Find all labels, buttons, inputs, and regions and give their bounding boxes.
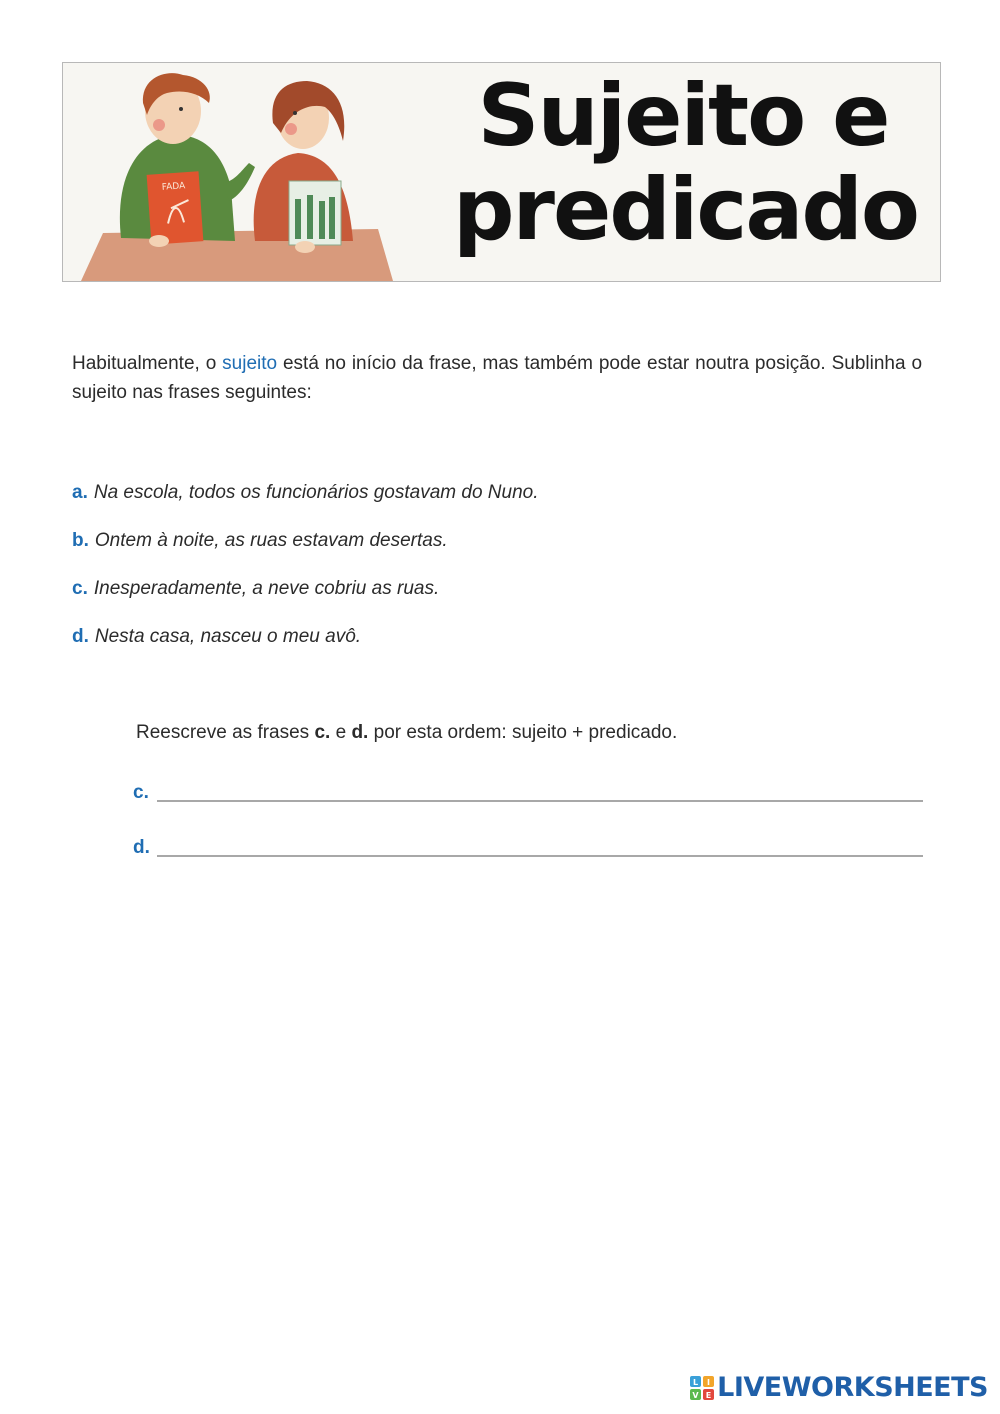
svg-text:V: V [692, 1391, 699, 1400]
sentence-list [72, 482, 922, 674]
sentence-item[interactable] [72, 482, 922, 506]
logo-text: LIVEWORKSHEETS [717, 1372, 988, 1403]
intro-text-end: está no início da frase, mas também pode estar noutra posição. Sublinha o sujeito nas frases seguintes: [72, 353, 923, 403]
rewrite-instruction [136, 722, 677, 744]
answer-line-c[interactable] [157, 800, 923, 802]
book-title: FADA [161, 181, 186, 193]
sentence-text[interactable]: Ontem à noite, as ruas estavam desertas. [94, 530, 448, 551]
sentence-item[interactable] [72, 626, 922, 650]
page-title: Sujeito e predicado [453, 66, 918, 260]
svg-text:E: E [705, 1391, 712, 1400]
intro-text: Habitualmente, o [72, 353, 223, 374]
sentence-text[interactable]: Inesperadamente, a neve cobriu as ruas. [93, 578, 440, 599]
svg-text:I: I [707, 1378, 711, 1387]
svg-text:L: L [693, 1378, 699, 1387]
sentence-item[interactable] [72, 578, 922, 602]
liveworksheets-logo-icon [690, 1376, 714, 1400]
rewrite-letter-d: d. [351, 722, 369, 743]
answer-line-d[interactable] [157, 855, 923, 857]
sentence-letter: c. [72, 578, 88, 599]
highlight-term: sujeito [222, 353, 278, 374]
rewrite-text: e [330, 722, 352, 743]
sentence-text[interactable]: Nesta casa, nasceu o meu avô. [94, 626, 362, 647]
sentence-text[interactable]: Na escola, todos os funcionários gostavam do Nuno. [93, 482, 539, 503]
instruction-paragraph [72, 349, 922, 407]
answer-label: c. [133, 782, 149, 803]
title-banner [62, 62, 941, 282]
sentence-letter: a. [72, 482, 88, 503]
rewrite-letter-c: c. [314, 722, 331, 743]
answer-row-d [133, 833, 923, 859]
sentence-letter: d. [72, 626, 89, 647]
answer-label: d. [133, 837, 150, 858]
rewrite-text: Reescreve as frases [136, 722, 315, 743]
answer-row-c [133, 778, 923, 804]
children-reading-illustration [63, 63, 413, 282]
rewrite-text: por esta ordem: sujeito + predicado. [368, 722, 678, 743]
sentence-item[interactable] [72, 530, 922, 554]
liveworksheets-logo[interactable] [690, 1374, 988, 1402]
sentence-letter: b. [72, 530, 89, 551]
